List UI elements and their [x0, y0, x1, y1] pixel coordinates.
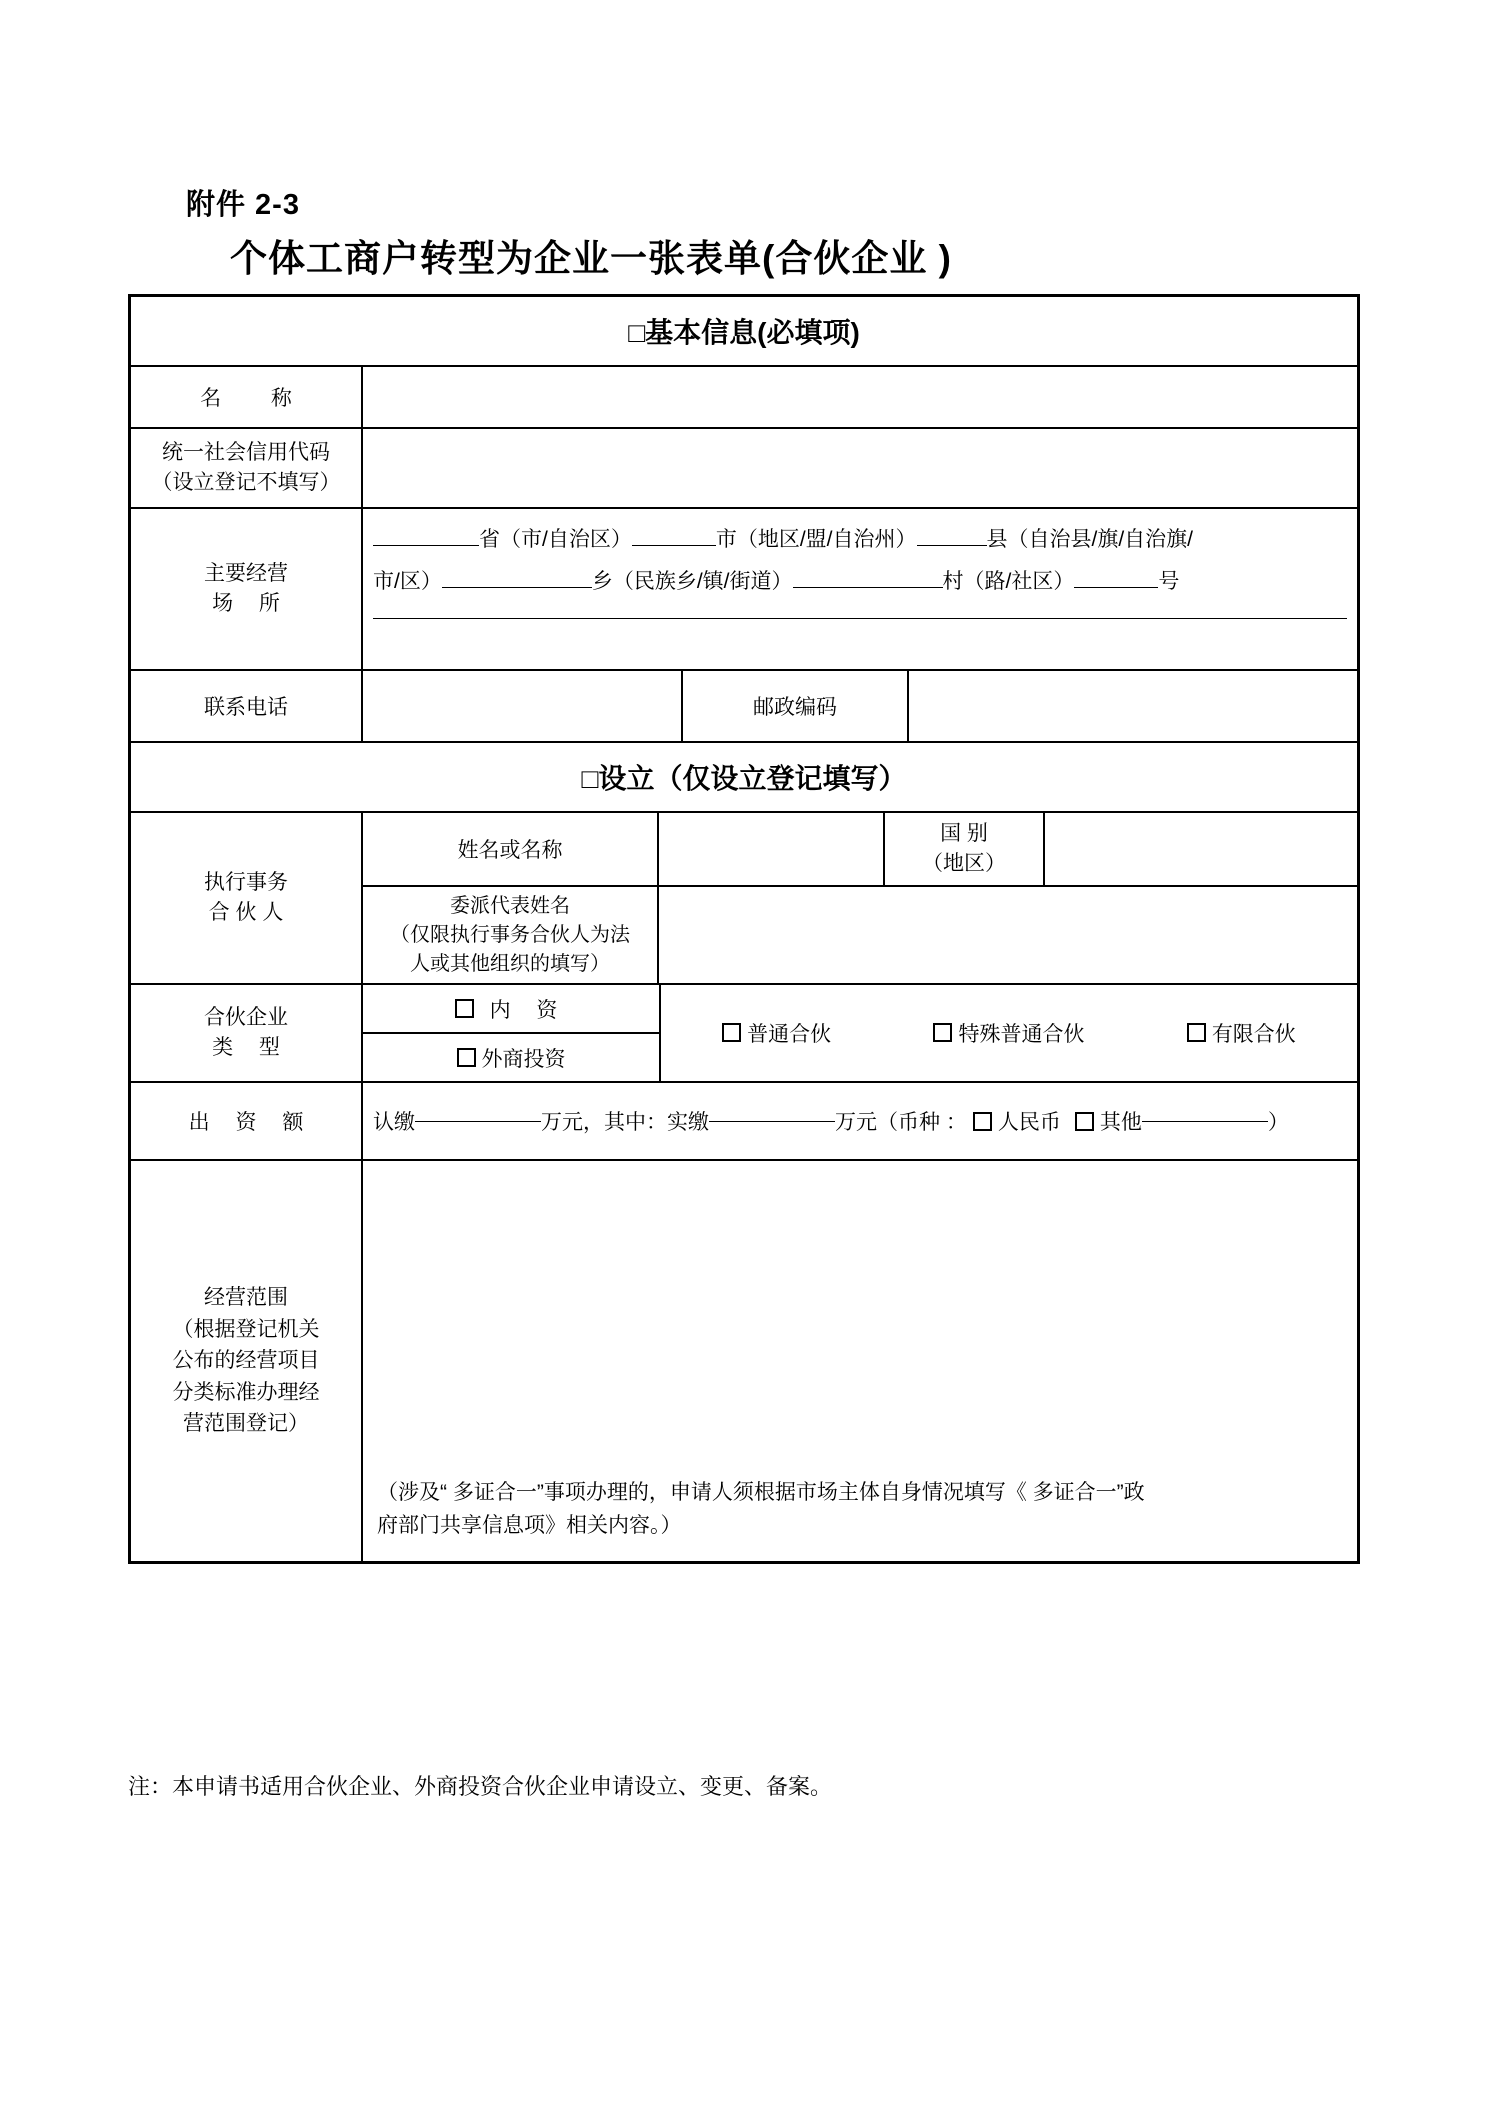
checkbox-domestic-icon[interactable] [455, 999, 474, 1018]
section-basic-heading: □基本信息(必填项) [628, 317, 860, 348]
field-capital[interactable]: 认缴 万元，其中：实缴 万元（币种 ： 人民币 其他 ） [373, 1111, 1289, 1134]
label-business-scope: 经营范围 （根据登记机关 公布的经营项目 分类标准办理经 营范围登记） [131, 1161, 363, 1561]
row-business-scope [131, 1161, 1357, 1561]
field-postcode[interactable] [909, 671, 1357, 741]
row-managing-partner [131, 813, 1357, 985]
premises-line-3 [373, 617, 1347, 619]
row-credit-code [131, 429, 1357, 509]
footer-note: 注：本申请书适用合伙企业、外商投资合伙企业申请设立、变更、备案。 [128, 1774, 833, 1799]
subrow-delegate [363, 887, 1357, 983]
partnership-capital-origin-group [363, 985, 661, 1081]
checkbox-general-icon[interactable] [722, 1023, 741, 1042]
label-partner-name: 姓名或名称 [363, 813, 659, 885]
option-special-general-partnership[interactable]: 特殊普通合伙 [933, 1018, 1084, 1048]
label-managing-partner: 执行事务 合 伙 人 [131, 813, 363, 983]
field-name[interactable] [363, 367, 1357, 427]
field-country[interactable] [1045, 813, 1357, 885]
checkbox-foreign-icon[interactable] [457, 1048, 476, 1067]
section-basic-heading-row [131, 297, 1357, 367]
attachment-label: 附件 2-3 [186, 189, 300, 221]
page-title: 个体工商户转型为企业一张表单(合伙企业 ) [230, 238, 952, 279]
label-premises: 主要经营 场 所 [131, 509, 363, 669]
partnership-form-group [661, 985, 1357, 1081]
section-establish-heading: □设立（仅设立登记填写） [581, 763, 907, 794]
row-contact [131, 671, 1357, 743]
label-postcode: 邮政编码 [683, 671, 909, 741]
managing-partner-subgrid [363, 813, 1357, 983]
option-foreign-investment[interactable]: 外商投资 [363, 1034, 659, 1081]
checkbox-rmb-icon[interactable] [973, 1112, 992, 1131]
label-partnership-type: 合伙企业 类 型 [131, 985, 363, 1081]
section-establish-heading-row [131, 743, 1357, 813]
option-domestic-capital[interactable]: 内 资 [363, 985, 659, 1032]
field-phone[interactable] [363, 671, 683, 741]
checkbox-limited-icon[interactable] [1187, 1023, 1206, 1042]
business-scope-footnote: （涉及“ 多证合一”事项办理的，申请人须根据市场主体自身情况填写《 多证合一”政 府部门共享信息项》相关内容。） [377, 1480, 1145, 1538]
option-general-partnership[interactable]: 普通合伙 [722, 1018, 831, 1048]
field-delegate-name[interactable] [659, 887, 1357, 983]
subrow-partner-name [363, 813, 1357, 887]
field-partner-name[interactable] [659, 813, 885, 885]
premises-line-1: 省（市/自治区） 市（地区/盟/自治州） 县（自治县/旗/自治旗/ [373, 519, 1347, 561]
label-phone: 联系电话 [131, 671, 363, 741]
label-capital: 出 资 额 [131, 1083, 363, 1159]
form-table [128, 294, 1360, 1564]
checkbox-other-currency-icon[interactable] [1075, 1112, 1094, 1131]
option-limited-partnership[interactable]: 有限合伙 [1187, 1018, 1296, 1048]
label-country: 国 别 （地区） [885, 813, 1045, 885]
field-business-scope[interactable] [363, 1161, 1357, 1561]
checkbox-special-general-icon[interactable] [933, 1023, 952, 1042]
row-capital [131, 1083, 1357, 1161]
field-credit-code[interactable] [363, 429, 1357, 507]
row-partnership-type [131, 985, 1357, 1083]
row-name [131, 367, 1357, 429]
premises-line-2: 市/区） 乡（民族乡/镇/街道） 村（路/社区） 号 [373, 570, 1180, 593]
field-premises[interactable] [363, 509, 1357, 669]
label-credit-code: 统一社会信用代码 （设立登记不填写） [131, 429, 363, 507]
label-delegate-name: 委派代表姓名 （仅限执行事务合伙人为法 人或其他组织的填写） [363, 887, 659, 983]
row-premises [131, 509, 1357, 671]
label-name: 名 称 [131, 367, 363, 427]
